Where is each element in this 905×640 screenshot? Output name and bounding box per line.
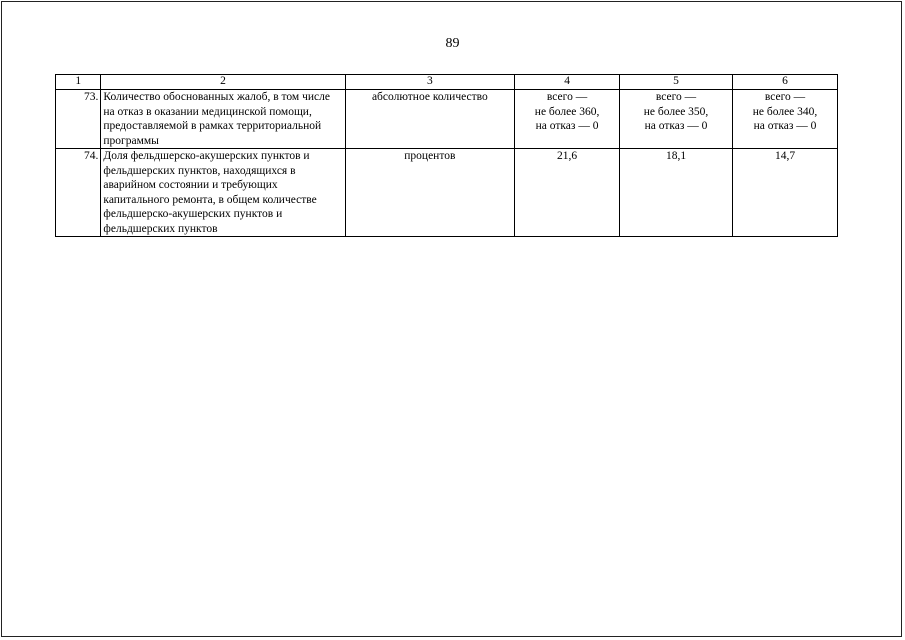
value-year-2: 18,1 — [620, 149, 733, 237]
table-row — [56, 149, 838, 237]
value-line: всего — — [655, 91, 697, 103]
column-header-2: 2 — [101, 75, 345, 90]
table-header-row — [56, 75, 838, 90]
value-line: не более 360, — [534, 105, 600, 118]
indicator-name: Количество обоснованных жалоб, в том числе на отказ в оказании медицинской помощи, предоставляемой в рамках территориальной программы — [101, 90, 345, 149]
unit-of-measure: процентов — [345, 149, 515, 237]
value-year-3: 14,7 — [733, 149, 838, 237]
table-row — [56, 90, 838, 149]
value-line: не более 350, — [643, 105, 709, 118]
row-number: 74. — [56, 149, 101, 237]
column-header-6: 6 — [733, 75, 838, 90]
page-number: 89 — [445, 36, 460, 51]
value-line: на отказ — 0 — [644, 120, 708, 132]
value-year-2 — [620, 90, 733, 149]
row-number: 73. — [56, 90, 101, 149]
value-line: всего — — [546, 91, 588, 103]
column-header-5: 5 — [620, 75, 733, 90]
value-year-1: 21,6 — [515, 149, 620, 237]
column-header-1: 1 — [56, 75, 101, 90]
value-line: не более 340, — [752, 105, 818, 118]
indicator-name: Доля фельдшерско-акушерских пунктов и фельдшерских пунктов, находящихся в аварийном состоянии и требующих капитального ремонта, в общем количестве фельдшерско-акушерских пунктов и фельдшерских пунктов — [101, 149, 345, 237]
indicators-table — [55, 74, 838, 237]
column-header-4: 4 — [515, 75, 620, 90]
value-year-3 — [733, 90, 838, 149]
value-line: на отказ — 0 — [535, 120, 599, 132]
value-year-1 — [515, 90, 620, 149]
column-header-3: 3 — [345, 75, 515, 90]
value-line: на отказ — 0 — [753, 120, 817, 132]
unit-of-measure: абсолютное количество — [345, 90, 515, 149]
value-line: всего — — [764, 91, 806, 103]
